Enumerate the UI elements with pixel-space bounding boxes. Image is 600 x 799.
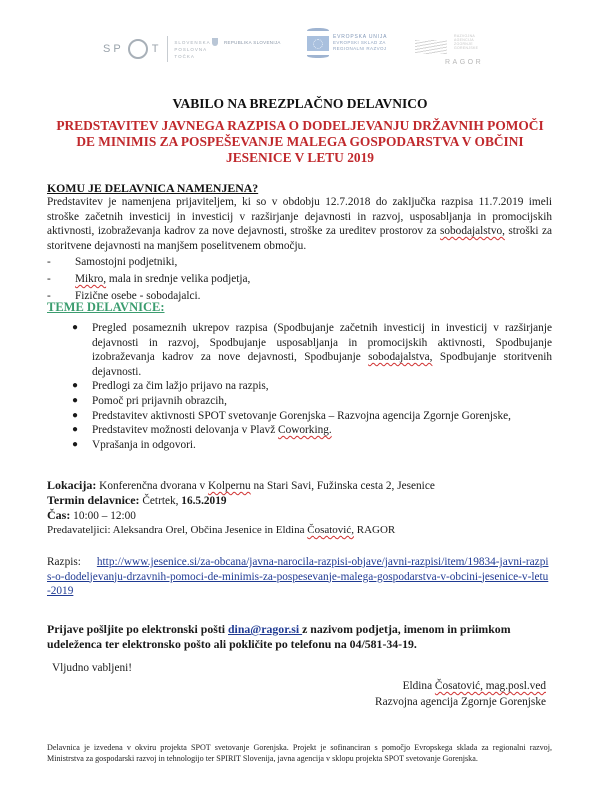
date-line bbox=[47, 493, 435, 508]
signature bbox=[300, 679, 546, 710]
republika-label: REPUBLIKA SLOVENIJA bbox=[224, 39, 281, 45]
document-subtitle: PREDSTAVITEV JAVNEGA RAZPISA O DODELJEVANJU DRŽAVNIH POMOČI DE MINIMIS ZA POSPEŠEVANJE MALEGA GOSPODARSTVA V OBČINI JESENICE V LETU 2019 bbox=[56, 118, 544, 165]
eu-logo bbox=[307, 28, 387, 58]
greeting: Vljudno vabljeni! bbox=[52, 662, 133, 674]
dash-bullet: - bbox=[47, 290, 51, 302]
date-day: Četrtek, bbox=[139, 495, 182, 508]
signature-organization: Razvojna agencija Zgornje Gorenjske bbox=[375, 695, 546, 708]
bullet-icon: ● bbox=[72, 438, 79, 450]
date-label: Termin delavnice: bbox=[47, 493, 140, 508]
divider bbox=[167, 36, 168, 62]
location-label: Lokacija: bbox=[47, 478, 97, 492]
time-line bbox=[47, 508, 435, 523]
topics-heading: TEME DELAVNICE: bbox=[47, 300, 165, 314]
razpis-section bbox=[47, 555, 552, 599]
email-link[interactable]: dina@ragor.si bbox=[228, 622, 303, 636]
list-item bbox=[72, 394, 552, 409]
republika-slovenija-logo bbox=[212, 38, 281, 46]
list-item bbox=[72, 409, 552, 424]
list-item-text: Samostojni podjetniki, bbox=[75, 256, 178, 268]
spot-letter: T bbox=[151, 43, 162, 55]
bullet-icon: ● bbox=[72, 322, 79, 333]
audience-heading: KOMU JE DELAVNICA NAMENJENA? bbox=[47, 181, 259, 195]
speakers-text: Predavateljici: Aleksandra Orel, Občina Jesenice in Eldina bbox=[47, 524, 308, 536]
list-item-text: Spodbujanje storitvenih dejavnosti. bbox=[92, 351, 552, 378]
spellmarked-word: Mikro, bbox=[75, 273, 107, 285]
spot-subtitle: SLOVENSKA bbox=[174, 39, 211, 45]
list-item-text: Predstavitev aktivnosti SPOT svetovanje Gorenjska – Razvojna agencija Zgornje Gorenjske, bbox=[92, 409, 511, 422]
eu-text: EVROPSKA UNIJA bbox=[333, 33, 388, 40]
eu-text: EVROPSKI SKLAD ZA bbox=[333, 40, 386, 46]
razpis-link[interactable]: http://www.jesenice.si/za-obcana/javna-narocila-razpisi-objave/javni-razpisi/item/19834-javni-razpis-o-dodeljevanju-drzavnih-pomoci-de-minimis-za-pospesevanje-malega-gospodarstva-v-obcini-jesenice-v-letu-2019 bbox=[47, 556, 549, 597]
bullet-icon: ● bbox=[72, 394, 79, 406]
spot-circle-icon bbox=[128, 39, 148, 59]
event-details bbox=[47, 478, 435, 524]
location-line bbox=[47, 478, 435, 493]
coat-of-arms-icon bbox=[212, 38, 218, 46]
spellmarked-word: Kolpernu bbox=[208, 480, 251, 492]
audience-list bbox=[47, 254, 552, 305]
list-item-text: Pomoč pri prijavnih obrazcih, bbox=[92, 394, 227, 407]
list-item bbox=[47, 271, 552, 288]
list-item bbox=[47, 254, 552, 271]
dash-bullet: - bbox=[47, 256, 51, 268]
spot-subtitle: POSLOVNA bbox=[174, 46, 208, 52]
list-item bbox=[72, 423, 552, 438]
registration-paragraph bbox=[47, 622, 557, 652]
list-item bbox=[72, 379, 552, 394]
spot-logo bbox=[103, 34, 211, 64]
eu-text: REGIONALNI RAZVOJ bbox=[333, 45, 387, 51]
paragraph-text: stroški za storitvene dejavnosti na manjšem poselitvenem območju. bbox=[47, 225, 552, 252]
footer-note: Delavnica je izvedena v okviru projekta SPOT svetovanje Gorenjska. Projekt je sofinanciran s pomočjo Evropskega sklada za regionalni razvoj, Ministrstva za gospodarski razvoj in tehnologijo ter SPIRIT Slovenija, javna agencija v sklopu projekta SPOT svetovanje Gorenjska. bbox=[47, 743, 552, 763]
list-item-text: Predlogi za čim lažjo prijavo na razpis, bbox=[92, 380, 269, 393]
registration-text: Prijave pošljite po elektronski pošti bbox=[47, 622, 228, 636]
ragor-small-text: ZGORNJE GORENJSKE bbox=[454, 42, 479, 50]
spellmarked-word: sobodajalstva, bbox=[368, 351, 433, 364]
spellmarked-word: Čosatović, bbox=[307, 524, 354, 536]
spot-subtitle: TOČKA bbox=[174, 53, 195, 59]
topics-list bbox=[72, 321, 552, 452]
list-item-text: mala in srednje velika podjetja, bbox=[106, 273, 251, 285]
time-value: 10:00 – 12:00 bbox=[70, 510, 136, 523]
list-item-text: Fizične osebe - sobodajalci. bbox=[75, 290, 201, 302]
eu-flag-icon bbox=[307, 28, 329, 58]
spellmarked-word: Coworking. bbox=[278, 424, 332, 437]
spot-letter: P bbox=[113, 43, 124, 55]
ragor-logo bbox=[415, 32, 485, 72]
signature-name bbox=[300, 679, 546, 695]
bullet-icon: ● bbox=[72, 409, 79, 421]
list-item-text: Predstavitev možnosti delovanja v Plavž bbox=[92, 424, 279, 437]
location-value: Konferenčna dvorana v bbox=[96, 480, 209, 492]
ragor-small-text: RAZVOJNA AGENCIJA bbox=[454, 34, 475, 42]
registration-text: z nazivom podjetja, imenom in priimkom udeleženca ter elektronsko pošto ali pokličite po telefonu na 04/581-34-19. bbox=[47, 622, 511, 651]
list-item-text: Pregled posameznih ukrepov razpisa (Spodbujanje začetnih investicij in investicij v razširjanje dejavnosti in razvoj, Spodbujanje usposabljanja in promocijskih aktivnosti, Spodbujanje izobraževanja kadrov za nove dejavnosti, Spodbujanje bbox=[92, 322, 552, 364]
ragor-waves-icon bbox=[415, 40, 447, 54]
speakers-line bbox=[47, 524, 395, 536]
document-title: VABILO NA BREZPLAČNO DELAVNICO bbox=[172, 96, 428, 111]
logo-bar bbox=[0, 22, 600, 78]
spellmarked-word: Čosatović, mag.posl.ved bbox=[434, 680, 546, 692]
audience-paragraph bbox=[47, 195, 552, 253]
dash-bullet: - bbox=[47, 273, 51, 285]
location-value: na Stari Savi, Fužinska cesta 2, Jesenice bbox=[250, 480, 435, 492]
date-value: 16.5.2019 bbox=[181, 495, 227, 508]
paragraph-text: Predstavitev je namenjena prijaviteljem, ki so v obdobju 12.7.2018 do zaključka razpisa 11.7.2019 imeli stroške začetnih investicij in investicij v razširjanje dejavnosti in razvoj, usposabljanja in promocijskih aktivnosti, izobraževanja kadrov za nove dejavnosti, stroške za ureditev prostorov za bbox=[47, 196, 552, 238]
speakers-text: RAGOR bbox=[354, 524, 396, 536]
paragraph-text-spellmarked: sobodajalstvo, bbox=[439, 225, 505, 238]
list-item-text: Vprašanja in odgovori. bbox=[92, 438, 196, 451]
signature-name-text: Eldina bbox=[402, 680, 435, 692]
bullet-icon: ● bbox=[72, 380, 79, 392]
ragor-name: RAGOR bbox=[445, 59, 484, 66]
razpis-label: Razpis: bbox=[47, 556, 81, 568]
time-label: Čas: bbox=[47, 508, 71, 523]
list-item bbox=[72, 321, 552, 379]
list-item bbox=[72, 438, 552, 453]
spot-letter: S bbox=[103, 43, 114, 55]
bullet-icon: ● bbox=[72, 424, 79, 436]
